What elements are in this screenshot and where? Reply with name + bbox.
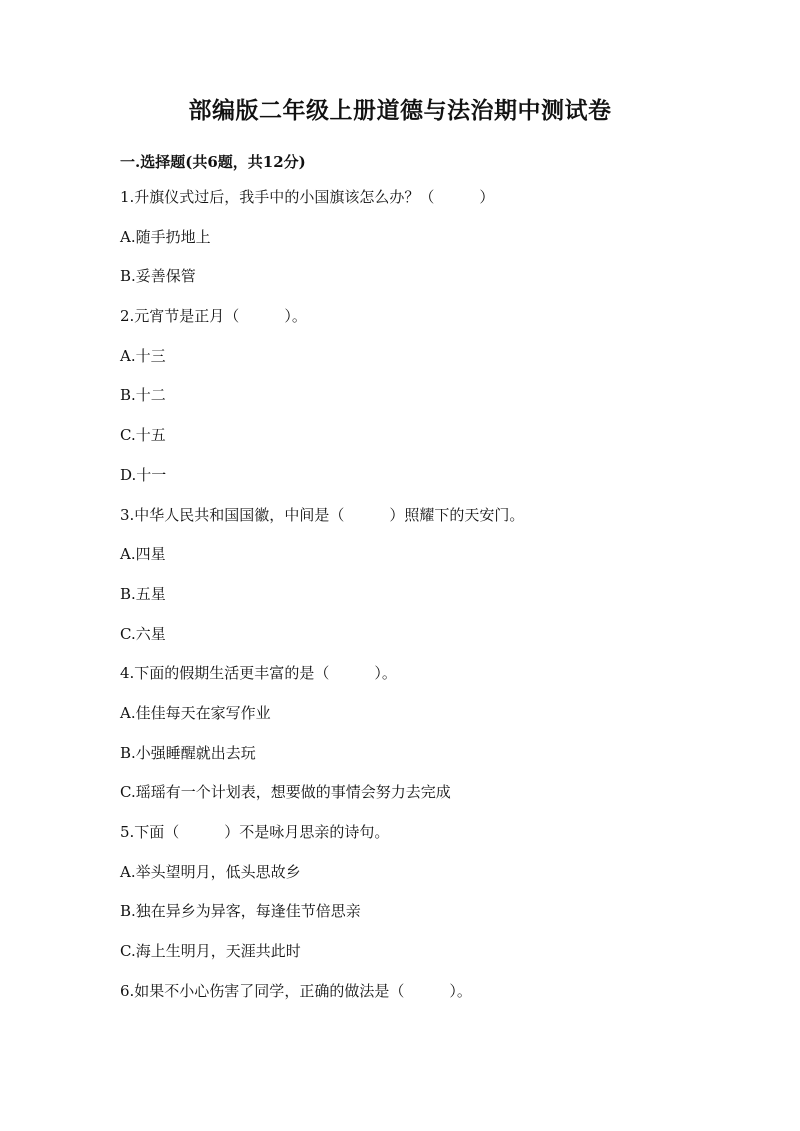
question-stem: 1.升旗仪式过后，我手中的小国旗该怎么办？（ ）: [120, 188, 495, 206]
answer-option: C.瑶瑶有一个计划表，想要做的事情会努力去完成: [120, 783, 451, 802]
question-stem: 4.下面的假期生活更丰富的是（ ）。: [120, 664, 397, 683]
question-stem: 6.如果不小心伤害了同学，正确的做法是（ ）。: [120, 981, 472, 1000]
answer-option: D.十一: [120, 465, 167, 484]
question-stem: 3.中华人民共和国国徽，中间是（ ）照耀下的天安门。: [120, 505, 525, 524]
question-stem: 2.元宵节是正月（ ）。: [120, 307, 307, 326]
answer-option: A.随手扔地上: [120, 227, 211, 246]
answer-option: C.十五: [120, 426, 166, 445]
answer-option: B.五星: [120, 584, 166, 603]
answer-option: C.六星: [120, 624, 166, 643]
page-title: 部编版二年级上册道德与法治期中测试卷: [188, 97, 612, 124]
answer-option: B.十二: [120, 386, 166, 405]
answer-option: C.海上生明月，天涯共此时: [120, 942, 301, 961]
answer-option: A.十三: [120, 346, 166, 365]
answer-option: A.佳佳每天在家写作业: [120, 703, 271, 722]
answer-option: A.举头望明月，低头思故乡: [120, 862, 301, 881]
answer-option: A.四星: [120, 545, 166, 564]
question-stem: 5.下面（ ）不是咏月思亲的诗句。: [120, 823, 390, 841]
answer-option: B.独在异乡为异客，每逢佳节倍思亲: [120, 902, 361, 921]
section-heading: 一.选择题(共6题，共12分): [120, 153, 306, 171]
question-list: [120, 185, 760, 1018]
answer-option: B.小强睡醒就出去玩: [120, 743, 256, 762]
answer-option: B.妥善保管: [120, 267, 196, 286]
